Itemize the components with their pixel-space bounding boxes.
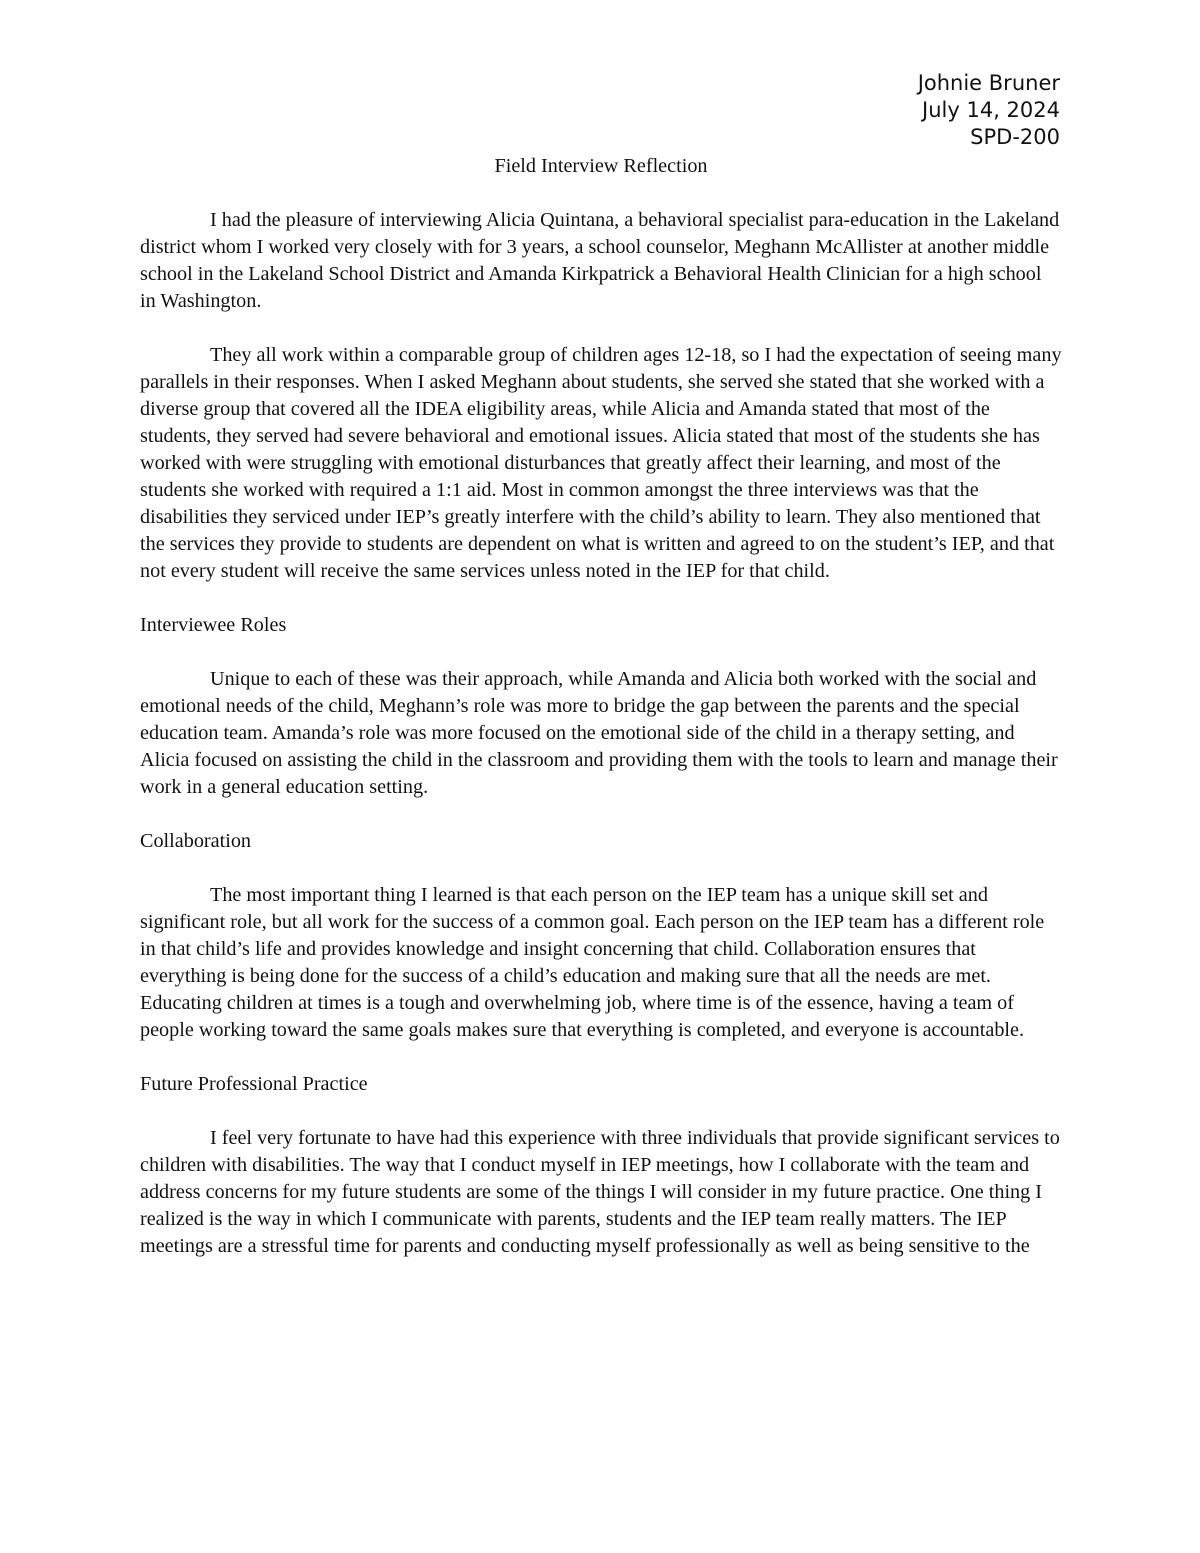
author-header (918, 70, 1060, 151)
author-name: Johnie Bruner (917, 71, 1060, 95)
future-practice-paragraph: I feel very fortunate to have had this experience with three individuals that provide significant services to children with disabilities. The way that I conduct myself in IEP meetings, how I collaborate with the team and address concerns for my future students are some of the things I will consider in my future practice. One thing I realized is the way in which I communicate with parents, students and the IEP team really matters. The IEP meetings are a stressful time for parents and conducting myself professionally as well as being sensitive to the (140, 1127, 1060, 1257)
roles-paragraph: Unique to each of these was their approach, while Amanda and Alicia both worked with the social and emotional needs of the child, Meghann’s role was more to bridge the gap between the parents and the special education team. Amanda’s role was more focused on the emotional side of the child in a therapy setting, and Alicia focused on assisting the child in the classroom and providing them with the tools to learn and manage their work in a general education setting. (140, 668, 1058, 798)
intro-paragraph-2: They all work within a comparable group of children ages 12-18, so I had the expectation of seeing many parallels in their responses. When I asked Meghann about students, she served she stated that she worked with a diverse group that covered all the IDEA eligibility areas, while Alicia and Amanda stated that most of the students, they served had severe behavioral and emotional issues. Alicia stated that most of the students she has worked with were struggling with emotional disturbances that greatly affect their learning, and most of the students she worked with required a 1:1 aid. Most in common amongst the three interviews was that the disabilities they serviced under IEP’s greatly interfere with the child’s ability to learn. They also mentioned that the services they provide to students are dependent on what is written and agreed to on the student’s IEP, and that not every student will receive the same services unless noted in the IEP for that child. (140, 344, 1062, 582)
collaboration-paragraph: The most important thing I learned is that each person on the IEP team has a unique skill set and significant role, but all work for the success of a common goal. Each person on the IEP team has a different role in that child’s life and provides knowledge and insight concerning that child. Collaboration ensures that everything is being done for the success of a child’s education and making sure that all the needs are met. Educating children at times is a tough and overwhelming job, where time is of the essence, having a team of people working toward the same goals makes sure that everything is completed, and everyone is accountable. (140, 884, 1045, 1041)
section-heading-roles: Interviewee Roles (140, 614, 287, 636)
section-heading-future-practice: Future Professional Practice (140, 1073, 368, 1095)
course-code: SPD-200 (970, 125, 1060, 149)
document-body (140, 153, 1062, 1287)
document-title: Field Interview Reflection (494, 155, 708, 177)
section-heading-collaboration: Collaboration (140, 830, 252, 852)
intro-paragraph-1: I had the pleasure of interviewing Alicia Quintana, a behavioral specialist para-education in the Lakeland district whom I worked very closely with for 3 years, a school counselor, Meghann McAllister at another middle school in the Lakeland School District and Amanda Kirkpatrick a Behavioral Health Clinician for a high school in Washington. (140, 209, 1060, 312)
document-date: July 14, 2024 (922, 98, 1060, 122)
